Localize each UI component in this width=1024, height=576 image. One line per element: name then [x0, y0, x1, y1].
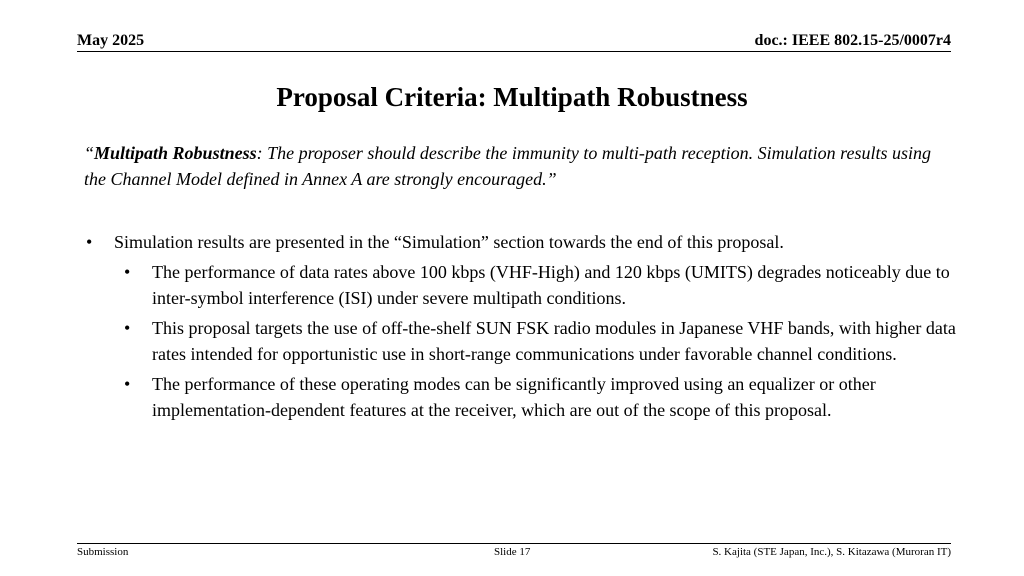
header-doc-id: doc.: IEEE 802.15-25/0007r4: [754, 32, 951, 49]
slide-title: Proposal Criteria: Multipath Robustness: [276, 82, 748, 112]
bullet-text: Simulation results are presented in the “Simulation” section towards the end of this proposal.: [114, 232, 784, 252]
footer-divider: [77, 543, 951, 544]
sub-bullet-list: [84, 259, 964, 423]
sub-bullet-item: [84, 315, 964, 367]
sub-bullet-marker: •: [124, 318, 131, 338]
footer-submission: Submission: [77, 546, 129, 558]
sub-bullet-item: [84, 259, 964, 311]
footer-authors: S. Kajita (STE Japan, Inc.), S. Kitazawa (Muroran IT): [712, 546, 951, 558]
header-divider: [77, 51, 951, 52]
quote-open-mark: “: [84, 143, 95, 163]
bullet-list: [84, 229, 964, 427]
sub-bullet-marker: •: [124, 262, 131, 282]
header-date: May 2025: [77, 32, 145, 49]
sub-bullet-text: This proposal targets the use of off-the-shelf SUN FSK radio modules in Japanese VHF bands, with higher data rates intended for opportunistic use in short-range communications under favorable channel conditions.: [152, 318, 956, 364]
bullet-item: [84, 229, 964, 255]
criteria-quote: [84, 140, 954, 192]
sub-bullet-marker: •: [124, 374, 131, 394]
quote-text: : The proposer should describe the immunity to multi-path reception. Simulation results using the Channel Model defined in Annex A are strongly encouraged.”: [84, 143, 932, 189]
sub-bullet-item: [84, 371, 964, 423]
bullet-marker: •: [86, 232, 93, 252]
footer-slide-number: Slide 17: [494, 546, 531, 558]
quote-term: Multipath Robustness: [94, 143, 257, 163]
sub-bullet-text: The performance of data rates above 100 kbps (VHF-High) and 120 kbps (UMITS) degrades noticeably due to inter-symbol interference (ISI) under severe multipath conditions.: [152, 262, 950, 308]
sub-bullet-text: The performance of these operating modes can be significantly improved using an equalizer or other implementation-dependent features at the receiver, which are out of the scope of this proposal.: [152, 374, 876, 420]
